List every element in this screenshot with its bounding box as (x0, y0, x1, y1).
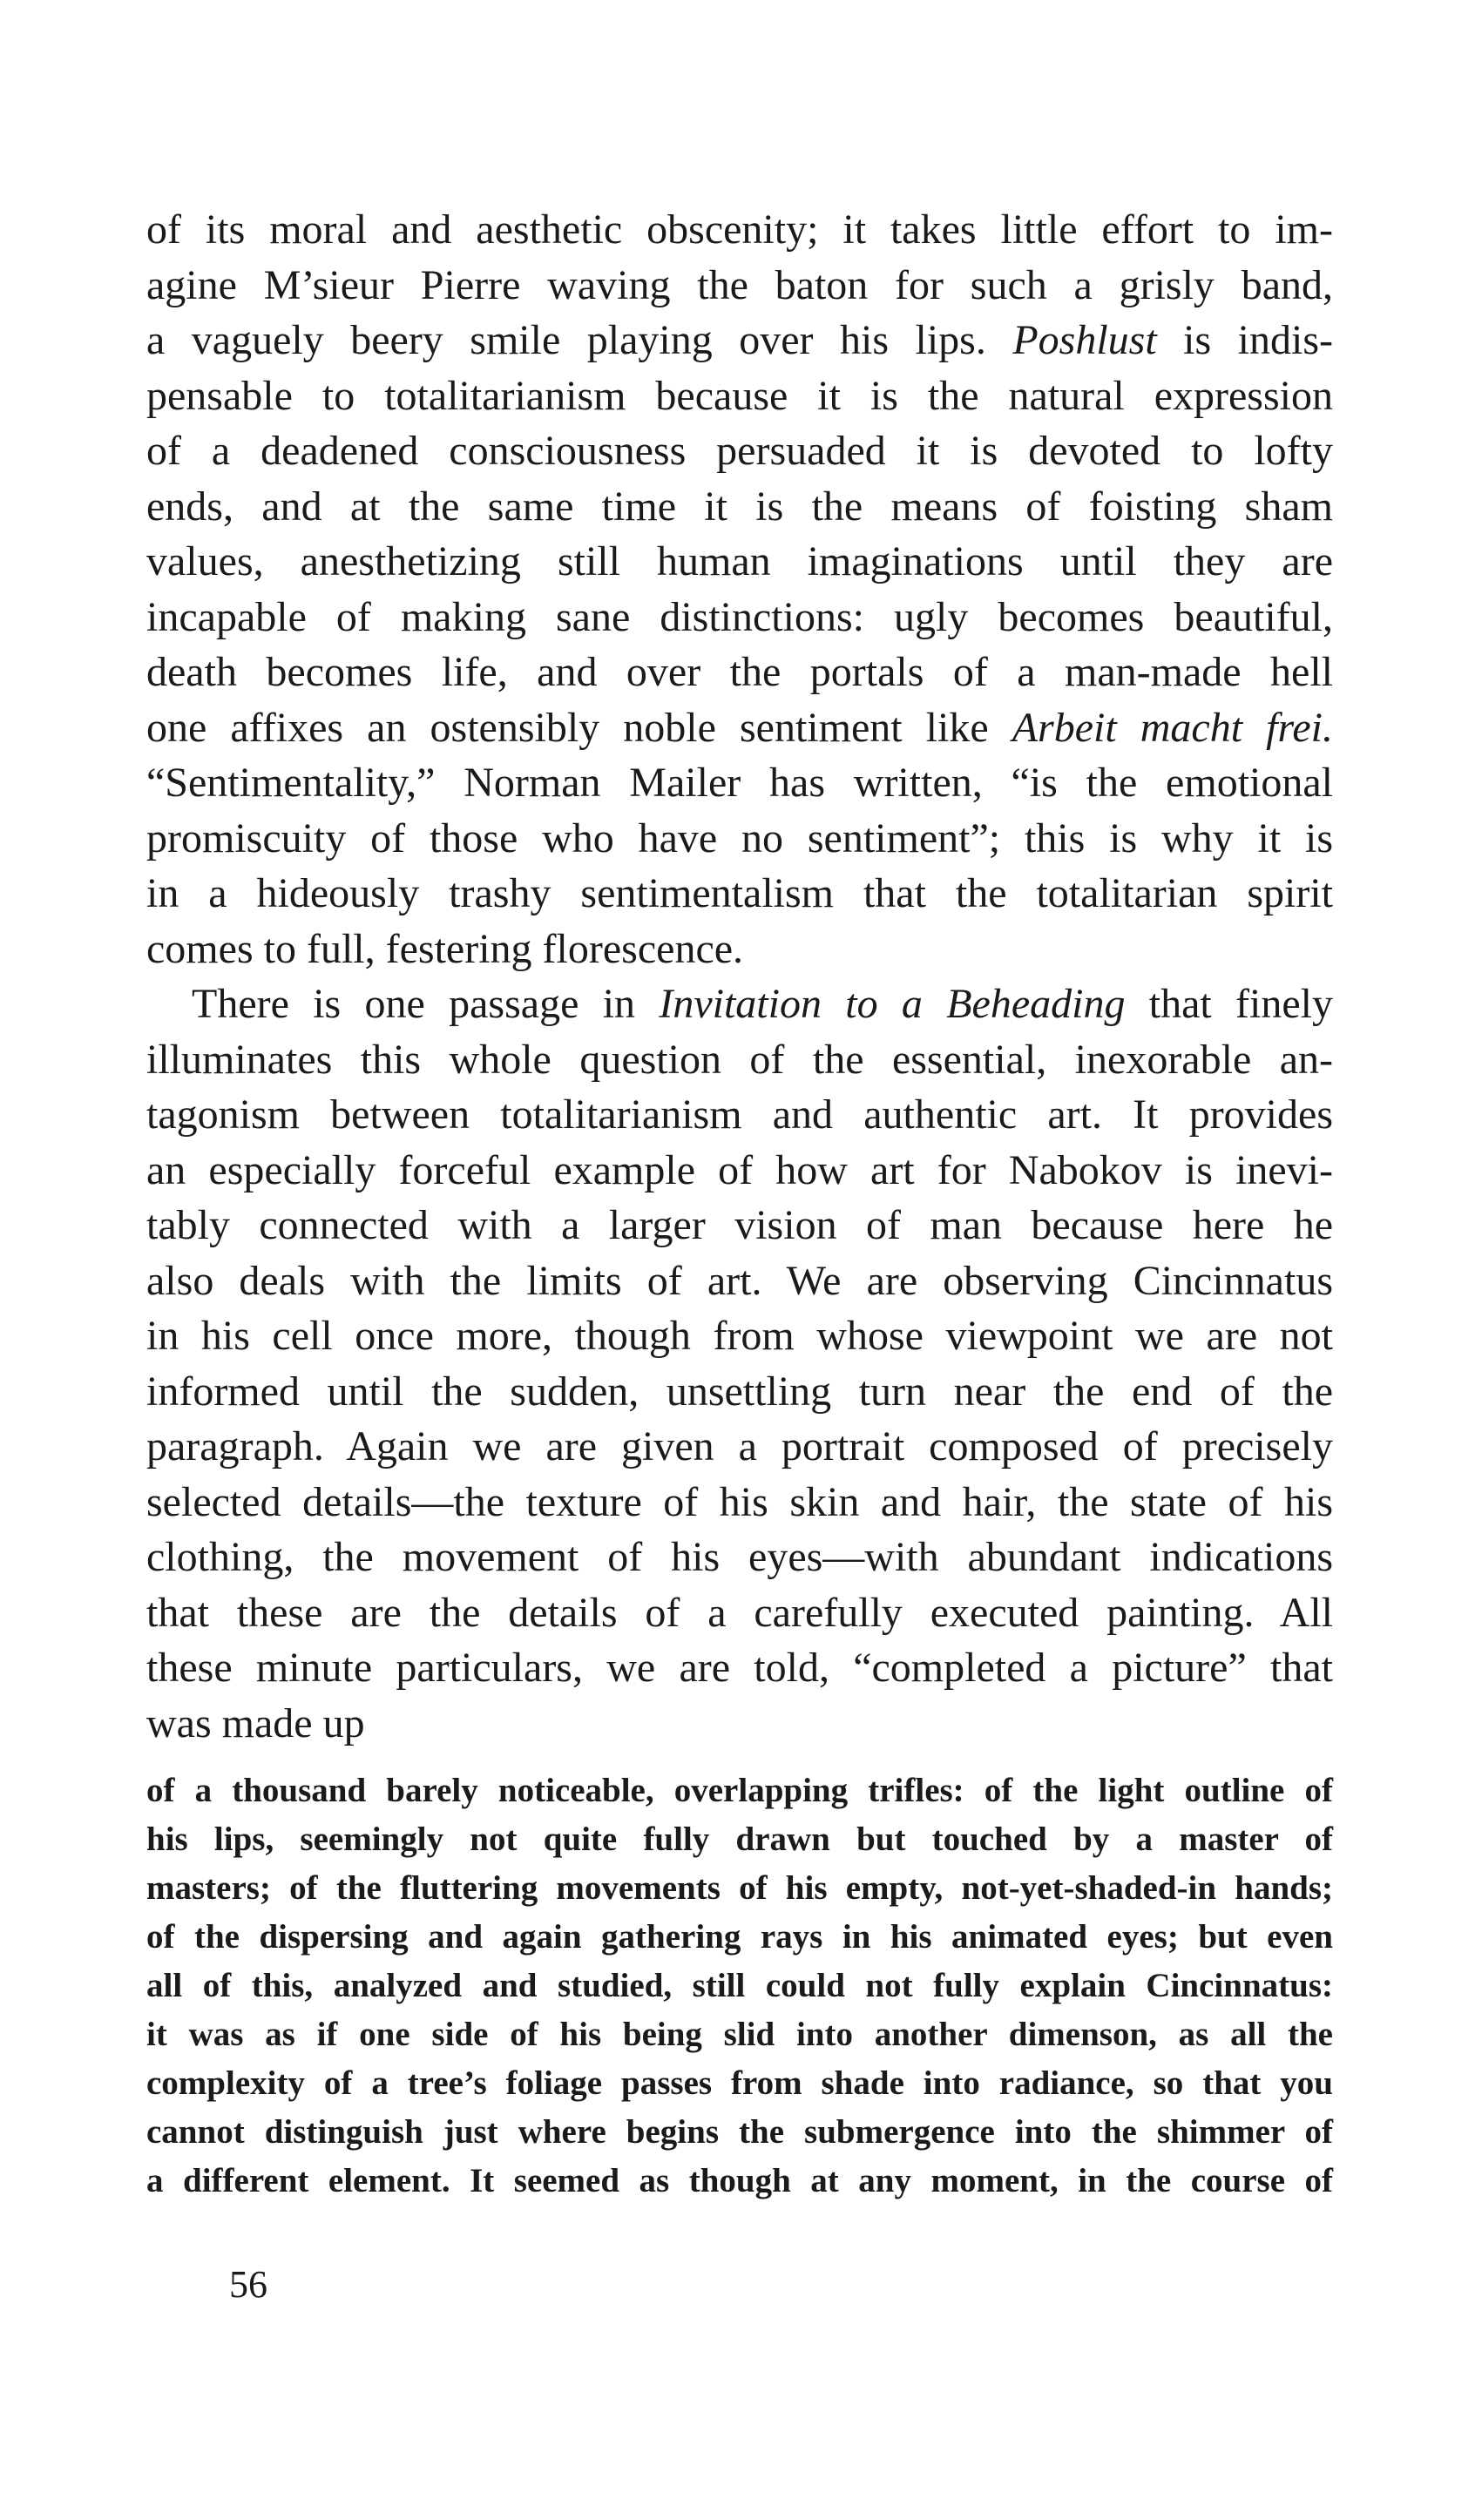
text-run: clothing, the movement of his eyes—with abundant indications (146, 1534, 1333, 1580)
text-line (146, 534, 1333, 590)
text-run: one affixes an ostensibly noble sentiment like (146, 704, 1012, 751)
text-line (146, 922, 1333, 977)
text-line (146, 368, 1333, 424)
text-run: that finely (1125, 981, 1334, 1027)
text-run: of a deadened consciousness persuaded it is devoted to lofty (146, 428, 1333, 474)
text-line (146, 755, 1333, 811)
text-line (146, 1585, 1333, 1641)
page-content (146, 202, 1333, 2206)
text-run: death becomes life, and over the portals of a man-made hell (146, 649, 1333, 695)
text-line (146, 313, 1333, 368)
text-line (146, 1198, 1333, 1253)
text-run: a vaguely beery smile playing over his lips. (146, 317, 1013, 363)
text-run: promiscuity of those who have no sentiment”; this is why it is (146, 814, 1333, 861)
quote-line: of the dispersing and again gathering rays in his animated eyes; but even (146, 1918, 1333, 1956)
quote-line: his lips, seemingly not quite fully drawn but touched by a master of (146, 1821, 1333, 1858)
italic-run: Poshlust (1012, 317, 1157, 363)
text-line (146, 976, 1333, 1032)
text-line (146, 1419, 1333, 1475)
text-run: illuminates this whole question of the essential, inexorable an- (146, 1036, 1333, 1083)
text-run: pensable to totalitarianism because it is the natural expression (146, 372, 1333, 419)
text-line (146, 1530, 1333, 1585)
text-run: of its moral and aesthetic obscenity; it takes little effort to im- (146, 206, 1333, 253)
text-line (146, 1364, 1333, 1420)
quote-line: it was as if one side of his being slid into another dimenson, as all the (146, 2016, 1333, 2053)
text-run: paragraph. Again we are given a portrait composed of precisely (146, 1423, 1333, 1469)
paragraph-1 (146, 202, 1333, 976)
text-line (146, 202, 1333, 258)
text-line (146, 1308, 1333, 1364)
text-run: was made up (146, 1699, 365, 1746)
block-quote (146, 1767, 1333, 2206)
text-run: tably connected with a larger vision of man because here he (146, 1202, 1333, 1248)
text-line (146, 866, 1333, 922)
text-run: is indis- (1156, 317, 1334, 363)
text-line (146, 1253, 1333, 1309)
text-run: There is one passage in (192, 981, 660, 1027)
text-line (146, 1032, 1333, 1088)
text-run: tagonism between totalitarianism and authentic art. It provides (146, 1091, 1333, 1138)
text-run: values, anesthetizing still human imaginations until they are (146, 538, 1333, 584)
text-run: comes to full, festering florescence. (146, 925, 744, 972)
text-line (146, 1475, 1333, 1530)
italic-run: Invitation to a Beheading (659, 981, 1126, 1027)
text-line (146, 1143, 1333, 1199)
text-line (146, 700, 1333, 756)
quote-line: complexity of a tree’s foliage passes from shade into radiance, so that you (146, 2064, 1333, 2102)
quote-line: cannot distinguish just where begins the submergence into the shimmer of (146, 2113, 1333, 2151)
quote-line: a different element. It seemed as though at any moment, in the course of (146, 2162, 1333, 2199)
text-run: also deals with the limits of art. We are observing Cincinnatus (146, 1257, 1333, 1304)
italic-run: Arbeit macht frei. (1012, 704, 1334, 751)
text-line (146, 645, 1333, 700)
text-line (146, 1640, 1333, 1696)
text-run: incapable of making sane distinctions: ugly becomes beautiful, (146, 593, 1333, 640)
text-line (146, 258, 1333, 314)
page-number: 56 (229, 2263, 267, 2306)
text-line (146, 811, 1333, 867)
quote-line: masters; of the fluttering movements of his empty, not-yet-shaded-in hands; (146, 1869, 1333, 1907)
text-line (146, 1696, 1333, 1752)
quote-line: of a thousand barely noticeable, overlapping trifles: of the light outline of (146, 1772, 1333, 1809)
text-run: “Sentimentality,” Norman Mailer has written, “is the emotional (146, 760, 1333, 806)
text-run: an especially forceful example of how art for Nabokov is inevi- (146, 1146, 1333, 1193)
text-run: agine M’sieur Pierre waving the baton for such a grisly band, (146, 261, 1333, 308)
text-run: informed until the sudden, unsettling turn near the end of the (146, 1368, 1333, 1415)
text-run: that these are the details of a carefully executed painting. All (146, 1589, 1333, 1636)
text-line (146, 590, 1333, 645)
body-text (146, 202, 1333, 1751)
text-run: these minute particulars, we are told, “completed a picture” that (146, 1645, 1333, 1691)
text-run: ends, and at the same time it is the means of foisting sham (146, 483, 1333, 530)
text-run: in his cell once more, though from whose viewpoint we are not (146, 1313, 1333, 1359)
quote-line: all of this, analyzed and studied, still could not fully explain Cincinnatus: (146, 1967, 1333, 2004)
paragraph-2 (146, 976, 1333, 1751)
text-line (146, 479, 1333, 535)
text-line (146, 1087, 1333, 1143)
text-run: in a hideously trashy sentimentalism that the totalitarian spirit (146, 870, 1333, 916)
text-run: selected details—the texture of his skin and hair, the state of his (146, 1478, 1333, 1525)
text-line (146, 423, 1333, 479)
